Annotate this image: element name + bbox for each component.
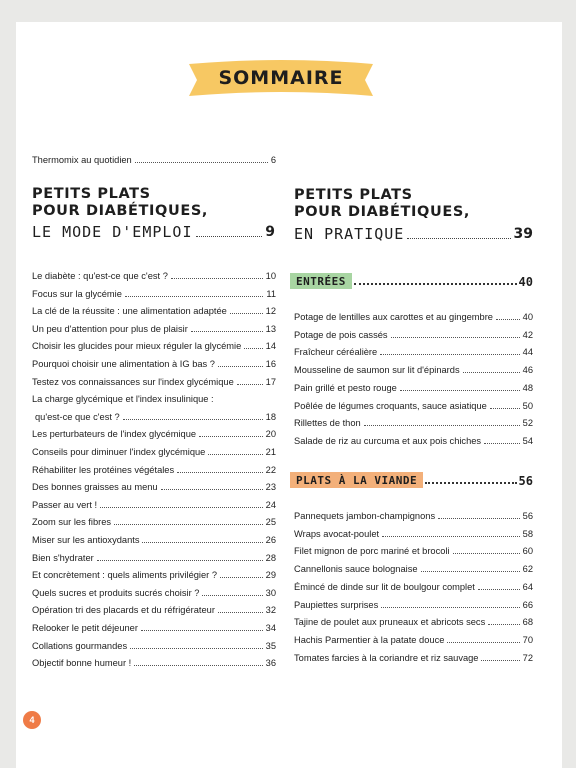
toc-entry[interactable] [294, 400, 533, 412]
right-section-title-line1: PETITS PLATS [294, 187, 413, 203]
toc-entry-page: 35 [265, 640, 276, 651]
toc-entry[interactable] [32, 323, 276, 335]
dot-leader [202, 595, 262, 596]
toc-entry-page: 10 [265, 271, 276, 281]
toc-entry-page: 13 [265, 323, 276, 334]
toc-entry-page: 17 [265, 376, 276, 387]
toc-entry-title: Pourquoi choisir une alimentation à IG bas ? [32, 359, 215, 369]
toc-entry-page: 58 [522, 528, 533, 539]
dot-leader [196, 236, 263, 237]
toc-entry-title: Mousseline de saumon sur lit d'épinards [294, 365, 460, 376]
toc-entry[interactable] [294, 616, 533, 628]
toc-entry[interactable] [294, 581, 533, 593]
toc-entry-title: Choisir les glucides pour mieux réguler la glycémie [32, 341, 242, 352]
toc-entry-title: Pain grillé et pesto rouge [294, 382, 397, 393]
toc-entry-title: Fraîcheur céréalière [294, 347, 378, 358]
toc-entry[interactable] [32, 587, 276, 599]
dot-leader [135, 162, 268, 163]
dot-leader [364, 425, 520, 426]
toc-entry[interactable] [32, 428, 276, 440]
toc-entry-title: Objectif bonne humeur ! [32, 658, 132, 669]
toc-entry-title: Hachis Parmentier à la patate douce [294, 634, 445, 645]
toc-entry-page: 28 [265, 552, 276, 563]
left-section-subtitle[interactable] [32, 224, 275, 241]
right-section-subtitle-text: EN PRATIQUE [294, 225, 405, 243]
dot-leader [142, 542, 262, 543]
toc-entry[interactable] [32, 446, 276, 458]
toc-entry[interactable] [32, 481, 276, 493]
toc-entry-title: qu'est-ce que c'est ? [35, 411, 120, 422]
toc-entry-page: 16 [265, 359, 276, 369]
toc-entry-title: Potage de pois cassés [294, 329, 388, 340]
toc-entry-title: Focus sur la glycémie [32, 288, 122, 299]
dot-leader [218, 612, 263, 613]
toc-entry-title: Testez vos connaissances sur l'index glycémique [32, 376, 234, 387]
toc-entry[interactable] [32, 411, 276, 423]
dot-leader [171, 278, 263, 279]
toc-entry[interactable] [294, 382, 533, 394]
toc-entry-title: Les perturbateurs de l'index glycémique [32, 429, 197, 440]
dot-leader [114, 524, 263, 525]
dot-leader [100, 507, 263, 508]
toc-entry-page: 44 [522, 347, 533, 358]
toc-entry-page: 34 [265, 623, 276, 633]
toc-entry-page: 62 [522, 564, 533, 575]
toc-entry[interactable] [294, 510, 533, 522]
toc-entry[interactable] [32, 464, 276, 476]
toc-entry-page: 11 [266, 288, 276, 299]
dot-leader [218, 366, 263, 367]
dot-leader [438, 518, 520, 519]
toc-entry-page: 70 [522, 634, 533, 645]
toc-entry-title: Un peu d'attention pour plus de plaisir [32, 323, 188, 334]
toc-entry[interactable] [294, 599, 533, 611]
toc-entry-page: 14 [265, 341, 276, 352]
toc-entry[interactable] [294, 417, 533, 429]
category-plats-label: PLATS À LA VIANDE [290, 472, 423, 488]
right-section-page: 39 [513, 226, 533, 242]
category-entrees-page: 40 [518, 275, 533, 289]
toc-entry-page: 32 [265, 605, 276, 616]
toc-entry-title: Paupiettes surprises [294, 599, 379, 610]
right-section-subtitle[interactable] [294, 226, 533, 243]
toc-entry[interactable] [294, 528, 533, 540]
toc-entry-page: 46 [522, 365, 533, 376]
toc-entry-title: Tajine de poulet aux pruneaux et abricots secs [294, 617, 486, 628]
toc-entry-title: Et concrètement : quels aliments privilégier ? [32, 570, 217, 581]
dot-leader [161, 489, 263, 490]
toc-entry-page: 21 [265, 447, 276, 457]
category-plats-page: 56 [518, 474, 533, 488]
toc-entry-page: 30 [265, 587, 276, 598]
toc-entry-page: 72 [522, 652, 533, 663]
toc-entry-page: 40 [522, 312, 533, 322]
dot-leader [199, 436, 263, 437]
toc-entry-title: La charge glycémique et l'index insulinique : [32, 394, 214, 405]
toc-entry-title: Quels sucres et produits sucrés choisir ? [32, 587, 200, 598]
toc-entry[interactable] [32, 516, 276, 528]
toc-entry[interactable] [294, 435, 533, 447]
toc-entry[interactable] [32, 393, 276, 405]
toc-entry-intro[interactable] [32, 154, 276, 166]
toc-entry-title: Tomates farcies à la coriandre et riz sauvage [294, 652, 479, 663]
toc-entry[interactable] [32, 569, 276, 581]
toc-entry[interactable] [294, 329, 533, 341]
toc-entry-title: Poêlée de légumes croquants, sauce asiatique [294, 400, 487, 411]
toc-entry[interactable] [32, 376, 276, 388]
toc-entry[interactable] [32, 534, 276, 546]
toc-entry-page: 12 [265, 306, 276, 317]
dot-leader [425, 482, 516, 484]
toc-entry-title: Potage de lentilles aux carottes et au gingembre [294, 312, 493, 322]
title-banner [185, 58, 377, 102]
dot-leader [484, 443, 520, 444]
dot-leader [134, 665, 262, 666]
toc-entry-page: 36 [265, 658, 276, 669]
page-title: SOMMAIRE [218, 67, 344, 89]
toc-entry[interactable] [32, 270, 276, 282]
toc-entry-title: Opération tri des placards et du réfrigérateur [32, 605, 215, 616]
toc-entry[interactable] [294, 364, 533, 376]
toc-entry-title: Wraps avocat-poulet [294, 528, 380, 539]
dot-leader [488, 624, 519, 625]
toc-entry[interactable] [32, 358, 276, 370]
toc-entry-title: Conseils pour diminuer l'index glycémique [32, 447, 206, 457]
toc-entry-title: Passer au vert ! [32, 499, 98, 510]
dot-leader [220, 577, 263, 578]
toc-entry[interactable] [32, 305, 276, 317]
toc-entry-page: 66 [522, 599, 533, 610]
toc-entry[interactable] [294, 563, 533, 575]
dot-leader [463, 372, 520, 373]
toc-entry-page: 60 [522, 546, 533, 557]
toc-entry-title: Le diabète : qu'est-ce que c'est ? [32, 271, 168, 281]
toc-entry-title: Miser sur les antioxydants [32, 535, 140, 545]
toc-entry-page: 25 [265, 517, 276, 528]
toc-entry[interactable] [32, 499, 276, 511]
toc-entry[interactable] [294, 652, 533, 664]
toc-entry-title: La clé de la réussite : une alimentation adaptée [32, 306, 227, 317]
dot-leader [490, 408, 520, 409]
dot-leader [380, 354, 519, 355]
dot-leader [191, 331, 263, 332]
toc-entry-page: 50 [522, 400, 533, 411]
toc-entry-page: 20 [265, 429, 276, 440]
category-plats-viande[interactable] [290, 472, 533, 488]
toc-entry-page: 54 [522, 435, 533, 446]
dot-leader [453, 553, 520, 554]
dot-leader [208, 454, 262, 455]
toc-entry-page: 29 [265, 570, 276, 581]
toc-entry-page: 56 [522, 511, 533, 521]
dot-leader [407, 238, 510, 239]
toc-entry[interactable] [294, 634, 533, 646]
toc-entry-title: Cannellonis sauce bolognaise [294, 564, 418, 575]
dot-leader [496, 319, 520, 320]
toc-entry[interactable] [32, 552, 276, 564]
toc-entry-title: Pannequets jambon-champignons [294, 511, 436, 521]
toc-entry-page: 48 [522, 382, 533, 393]
left-section-title-line2: POUR DIABÉTIQUES, [32, 203, 208, 219]
toc-entry-title: Réhabiliter les protéines végétales [32, 464, 175, 475]
page-number-badge: 4 [23, 711, 41, 729]
dot-leader [97, 560, 263, 561]
left-section-page: 9 [265, 224, 275, 240]
toc-entry[interactable] [32, 288, 276, 300]
dot-leader [381, 607, 519, 608]
dot-leader [382, 536, 520, 537]
dot-leader [447, 642, 519, 643]
right-section-title-line2: POUR DIABÉTIQUES, [294, 204, 470, 220]
dot-leader [244, 348, 262, 349]
dot-leader [123, 419, 263, 420]
toc-entry-title: Collations gourmandes [32, 640, 128, 651]
dot-leader [400, 390, 520, 391]
dot-leader [177, 472, 263, 473]
dot-leader [237, 384, 263, 385]
toc-entry-title: Filet mignon de porc mariné et brocoli [294, 546, 450, 557]
toc-entry-page: 6 [270, 155, 276, 165]
toc-entry-title: Bien s'hydrater [32, 552, 94, 563]
category-entrees-label: ENTRÉES [290, 273, 352, 289]
toc-entry-title: Des bonnes graisses au menu [32, 482, 158, 493]
toc-entry-page: 22 [265, 464, 276, 475]
toc-entry-page: 68 [522, 617, 533, 628]
dot-leader [125, 296, 263, 297]
toc-entry[interactable] [294, 346, 533, 358]
toc-entry-title: Émincé de dinde sur lit de boulgour complet [294, 581, 475, 592]
toc-entry[interactable] [294, 311, 533, 323]
toc-entry[interactable] [32, 640, 276, 652]
toc-entry[interactable] [32, 657, 276, 669]
dot-leader [130, 648, 263, 649]
dot-leader [421, 571, 520, 572]
toc-entry-title: Thermomix au quotidien [32, 155, 132, 165]
toc-entry[interactable] [294, 545, 533, 557]
toc-entry[interactable] [32, 340, 276, 352]
dot-leader [354, 283, 517, 285]
dot-leader [230, 313, 263, 314]
toc-entry-title: Salade de riz au curcuma et aux pois chiches [294, 435, 482, 446]
toc-entry-page: 52 [522, 418, 533, 429]
toc-entry-page: 42 [522, 329, 533, 340]
dot-leader [391, 337, 520, 338]
toc-entry[interactable] [32, 604, 276, 616]
toc-entry-page: 18 [265, 411, 276, 422]
toc-entry-page: 64 [522, 581, 533, 592]
category-entrees[interactable] [290, 273, 533, 289]
toc-entry-page: 23 [265, 482, 276, 493]
left-section-subtitle-text: LE MODE D'EMPLOI [32, 223, 193, 241]
toc-entry-title: Relooker le petit déjeuner [32, 623, 138, 633]
toc-entry-title: Zoom sur les fibres [32, 517, 112, 528]
dot-leader [481, 660, 519, 661]
left-section-title-line1: PETITS PLATS [32, 186, 151, 202]
toc-entry-title: Rillettes de thon [294, 418, 361, 429]
toc-entry-page: 26 [265, 535, 276, 545]
toc-entry[interactable] [32, 622, 276, 634]
toc-entry-page: 24 [265, 499, 276, 510]
dot-leader [141, 630, 263, 631]
dot-leader [478, 589, 520, 590]
